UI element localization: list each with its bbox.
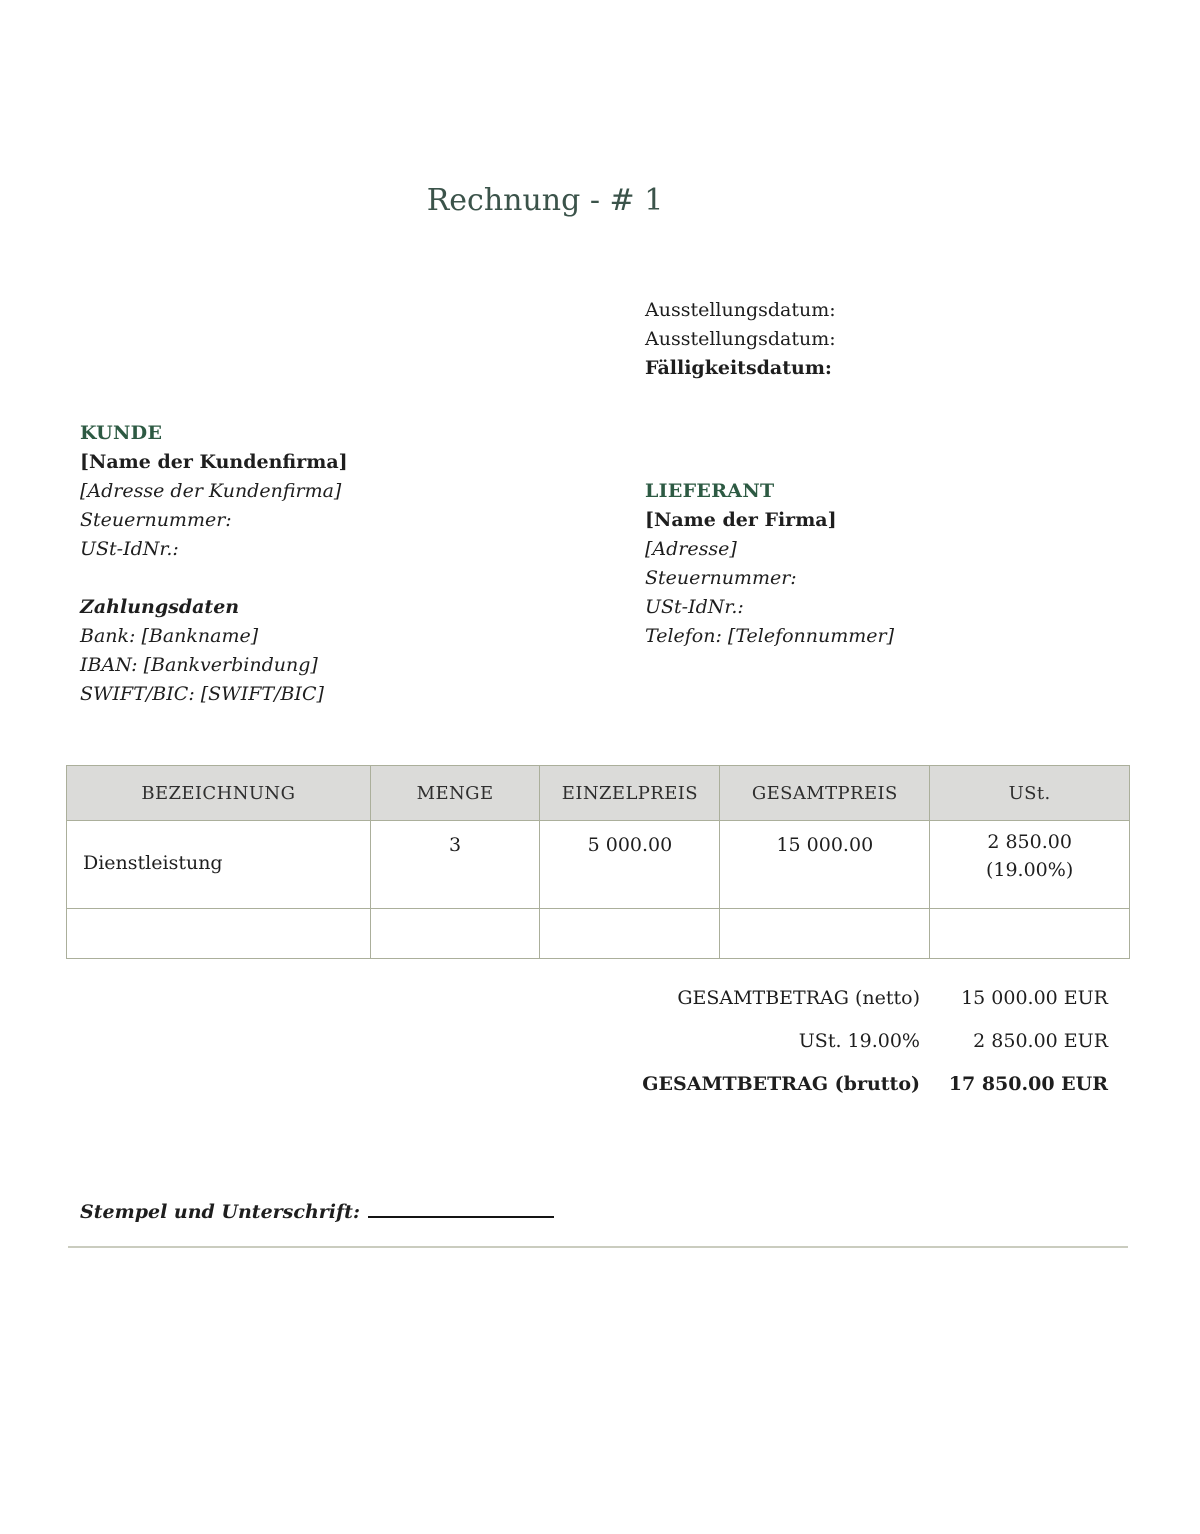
total-vat-row bbox=[642, 1030, 1108, 1052]
cell-vat-rate: (19.00%) bbox=[985, 859, 1074, 881]
supplier-phone: Telefon: [Telefonnummer] bbox=[645, 625, 895, 647]
cell-total-price-empty bbox=[720, 909, 930, 959]
total-net-value: 15 000.00 EUR bbox=[961, 987, 1108, 1009]
total-vat-value: 2 850.00 EUR bbox=[973, 1030, 1108, 1052]
payment-bank: Bank: [Bankname] bbox=[80, 625, 259, 647]
issue-date-label: Ausstellungsdatum: bbox=[645, 299, 836, 321]
signature-block bbox=[80, 1201, 554, 1223]
supplier-tax-number: Steuernummer: bbox=[645, 567, 797, 589]
customer-vat-id: USt-IdNr.: bbox=[80, 538, 179, 560]
cell-description-empty bbox=[67, 909, 371, 959]
col-header-unit-price: EINZELPREIS bbox=[540, 766, 720, 821]
supplier-block bbox=[645, 477, 894, 651]
col-header-vat: USt. bbox=[930, 766, 1130, 821]
payment-iban: IBAN: [Bankverbindung] bbox=[80, 654, 318, 676]
line-items-table bbox=[66, 765, 1130, 959]
table-row-empty bbox=[67, 909, 1130, 959]
col-header-total-price: GESAMTPREIS bbox=[720, 766, 930, 821]
signature-label: Stempel und Unterschrift: bbox=[80, 1201, 360, 1223]
page-title: Rechnung - # 1 bbox=[426, 183, 664, 218]
footer-divider bbox=[68, 1246, 1128, 1248]
customer-block bbox=[80, 419, 348, 564]
cell-unit-price: 5 000.00 bbox=[540, 821, 720, 909]
customer-name: [Name der Kundenfirma] bbox=[80, 451, 348, 473]
payment-heading: Zahlungsdaten bbox=[80, 596, 240, 618]
payment-swift: SWIFT/BIC: [SWIFT/BIC] bbox=[80, 683, 324, 705]
table-row bbox=[67, 821, 1130, 909]
customer-tax-number: Steuernummer: bbox=[80, 509, 232, 531]
supplier-vat-id: USt-IdNr.: bbox=[645, 596, 744, 618]
supplier-heading: LIEFERANT bbox=[645, 480, 775, 502]
supplier-address: [Adresse] bbox=[645, 538, 737, 560]
total-vat-label: USt. 19.00% bbox=[798, 1030, 920, 1052]
payment-block bbox=[80, 593, 324, 709]
signature-line bbox=[368, 1204, 554, 1218]
total-gross-label: GESAMTBETRAG (brutto) bbox=[642, 1073, 920, 1095]
total-gross-value: 17 850.00 EUR bbox=[948, 1073, 1108, 1095]
cell-vat-empty bbox=[930, 909, 1130, 959]
dates-block bbox=[645, 296, 836, 383]
cell-quantity-empty bbox=[370, 909, 540, 959]
total-net-label: GESAMTBETRAG (netto) bbox=[677, 987, 920, 1009]
issue-date-label-2: Ausstellungsdatum: bbox=[645, 328, 836, 350]
cell-total-price: 15 000.00 bbox=[720, 821, 930, 909]
cell-quantity: 3 bbox=[370, 821, 540, 909]
totals-block bbox=[642, 987, 1108, 1116]
supplier-name: [Name der Firma] bbox=[645, 509, 837, 531]
cell-unit-price-empty bbox=[540, 909, 720, 959]
col-header-quantity: MENGE bbox=[370, 766, 540, 821]
table-header-row bbox=[67, 766, 1130, 821]
total-gross-row bbox=[642, 1073, 1108, 1095]
due-date-label: Fälligkeitsdatum: bbox=[645, 357, 832, 379]
cell-vat-amount: 2 850.00 bbox=[987, 831, 1072, 853]
customer-address: [Adresse der Kundenfirma] bbox=[80, 480, 342, 502]
col-header-description: BEZEICHNUNG bbox=[67, 766, 371, 821]
cell-vat bbox=[930, 821, 1130, 909]
total-net-row bbox=[642, 987, 1108, 1009]
cell-description: Dienstleistung bbox=[67, 821, 371, 909]
customer-heading: KUNDE bbox=[80, 422, 163, 444]
